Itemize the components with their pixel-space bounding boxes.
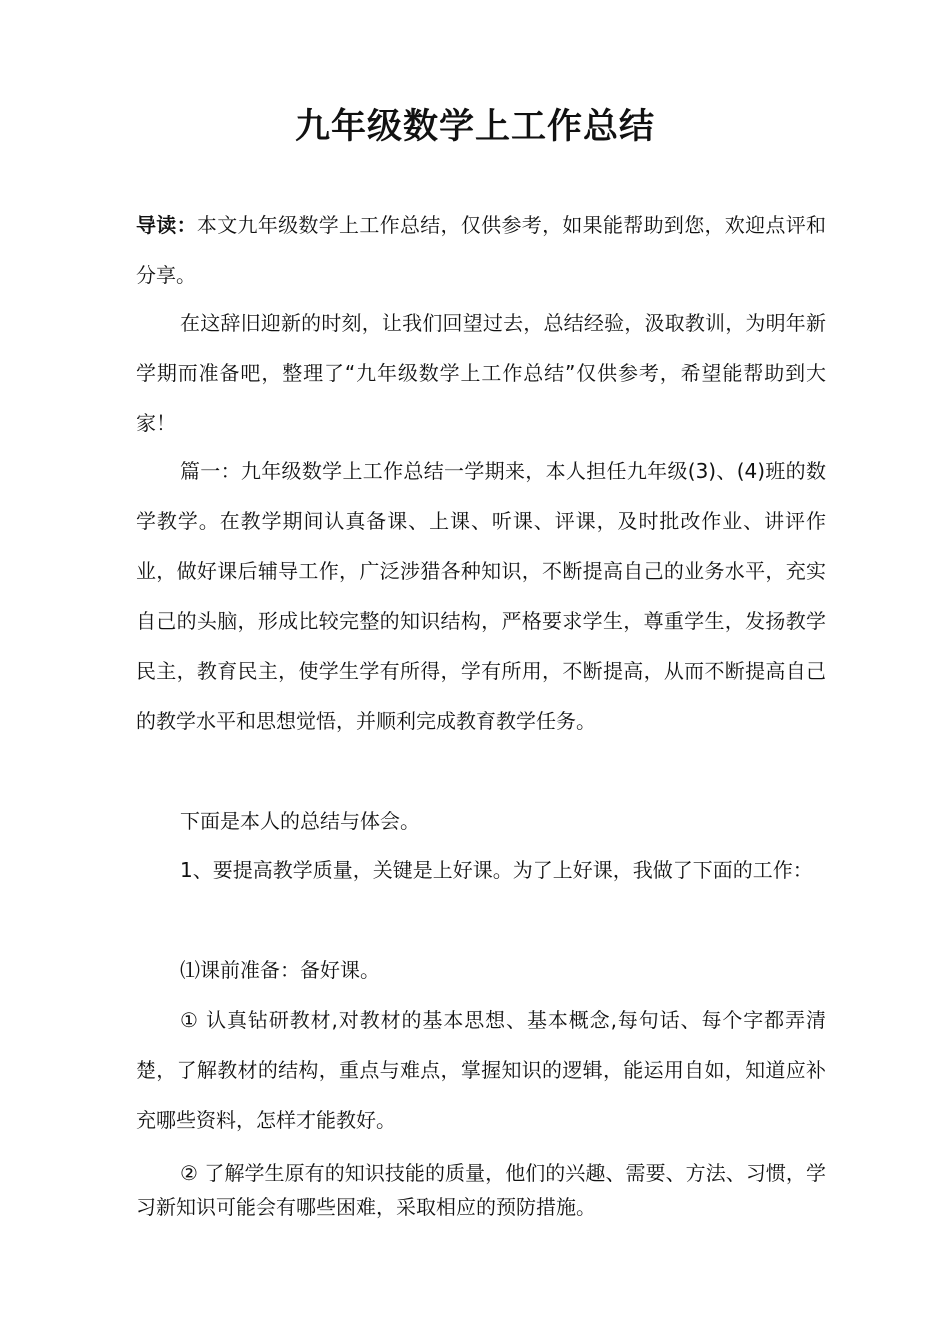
summary-lead-paragraph: 下面是本人的总结与体会。 [180, 809, 420, 833]
section-one-paragraph: 篇一：九年级数学上工作总结一学期来，本人担任九年级(3)、(4)班的数学教学。在教学期间认真备课、上课、听课、评课，及时批改作业、讲评作业，做好课后辅导工作，广泛涉猎各种知识，不断提高自己的业务水平，充实自己的头脑，形成比较完整的知识结构，严格要求学生，尊重学生，发扬教学民主，教育民主，使学生学有所得，学有所用，不断提高，从而不断提高自己的教学水平和思想觉悟，并顺利完成教育教学任务。 [136, 459, 826, 733]
document-title: 九年级数学上工作总结 [294, 107, 655, 147]
intro-paragraph: 在这辞旧迎新的时刻，让我们回望过去，总结经验，汲取教训，为明年新学期而准备吧，整理了“九年级数学上工作总结”仅供参考，希望能帮助到大家！ [136, 311, 826, 435]
subpoint-paragraph: ⑴课前准备：备好课。 [180, 958, 380, 982]
point-one-paragraph: 1、要提高教学质量，关键是上好课。为了上好课，我做了下面的工作： [180, 858, 813, 882]
item-one-paragraph: ① 认真钻研教材,对教材的基本思想、基本概念,每句话、每个字都弄清楚，了解教材的结构，重点与难点，掌握知识的逻辑，能运用自如，知道应补充哪些资料，怎样才能教好。 [136, 1008, 826, 1132]
lead-text: 本文九年级数学上工作总结，仅供参考，如果能帮助到您，欢迎点评和分享。 [136, 213, 827, 287]
lead-label: 导读： [136, 213, 197, 237]
lead-paragraph [136, 200, 826, 300]
item-two-paragraph: ② 了解学生原有的知识技能的质量，他们的兴趣、需要、方法、习惯，学习新知识可能会有哪些困难，采取相应的预防措施。 [136, 1161, 826, 1219]
